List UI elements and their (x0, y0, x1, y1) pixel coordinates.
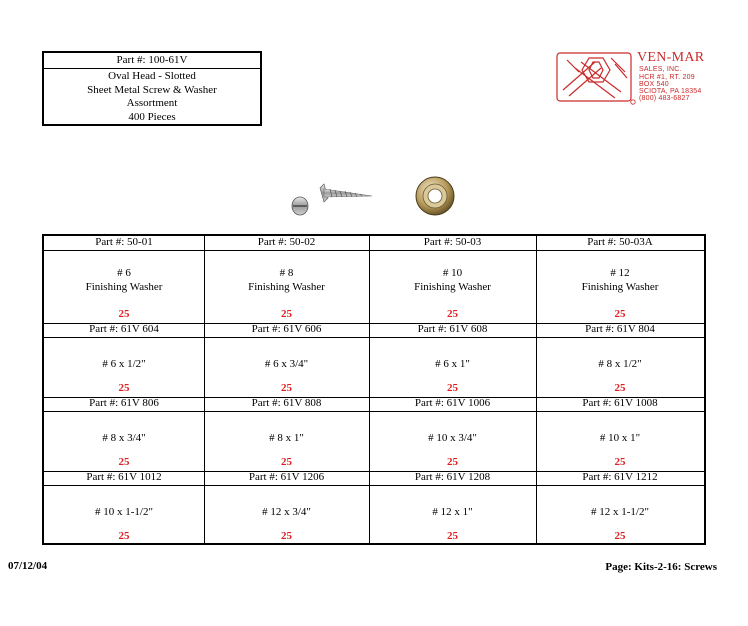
part-cell (204, 471, 369, 545)
part-cell (44, 471, 204, 545)
cell-quantity: 25 (118, 456, 130, 468)
cell-part-number: Part #: 61V 1006 (414, 397, 491, 409)
part-cell (204, 323, 369, 397)
cell-description-line: # 12 x 1-1/2" (591, 506, 649, 518)
cell-description-line: # 12 (610, 267, 630, 279)
logo-address-line: HCR #1, RT. 209 (639, 74, 695, 81)
cell-description-line: # 6 x 1/2" (102, 358, 146, 370)
cell-description-line: # 6 x 3/4" (264, 358, 309, 370)
cell-part-number: Part #: 61V 804 (585, 323, 655, 335)
nut-bolt-logo-icon (555, 50, 637, 106)
cell-description-line: # 10 x 1-1/2" (95, 506, 153, 518)
part-cell (369, 323, 536, 397)
cell-quantity: 25 (281, 382, 292, 394)
footer-page-label: Page: Kits-2-16: Screws (605, 561, 717, 573)
parts-grid (42, 234, 706, 545)
cell-description (204, 266, 369, 294)
cell-quantity: 25 (447, 382, 458, 394)
part-cell (44, 323, 204, 397)
cell-part-number: Part #: 61V 604 (89, 323, 159, 335)
part-cell (44, 397, 204, 471)
cell-description-line: Finishing Washer (85, 281, 163, 293)
cell-description-line: # 8 x 1" (269, 432, 304, 444)
cell-description-line: Finishing Washer (581, 281, 659, 293)
cell-quantity: 25 (447, 456, 458, 468)
part-cell (204, 236, 369, 323)
logo-address-line: BOX 540 (639, 81, 669, 88)
cell-quantity: 25 (281, 456, 292, 468)
cell-description-line: # 12 x 1" (432, 506, 473, 518)
cell-part-number: Part #: 50-01 (95, 236, 153, 248)
cell-description-line: # 8 (279, 267, 294, 279)
cell-quantity: 25 (118, 308, 130, 320)
cell-description (536, 357, 704, 371)
cell-part-number: Part #: 61V 1212 (582, 471, 658, 483)
cell-description-line: # 8 x 3/4" (102, 432, 146, 444)
finishing-washer-image-icon (413, 174, 457, 218)
part-cell (44, 236, 204, 323)
part-cell (369, 397, 536, 471)
cell-description (204, 431, 369, 445)
part-desc-line: Sheet Metal Screw & Washer (87, 83, 217, 96)
cell-description (44, 266, 204, 294)
cell-description (44, 505, 204, 519)
logo-address-line: SALES, INC. (639, 66, 682, 73)
cell-description-line: # 10 (442, 267, 463, 279)
cell-description (536, 266, 704, 294)
cell-part-number: Part #: 50-02 (257, 236, 316, 248)
cell-part-number: Part #: 50-03 (423, 236, 482, 248)
company-logo (555, 50, 715, 106)
cell-description-line: Finishing Washer (414, 281, 491, 293)
part-desc-line: 400 Pieces (128, 110, 176, 123)
cell-part-number: Part #: 61V 1008 (582, 397, 658, 409)
part-cell (369, 471, 536, 545)
screw-image-icon (290, 178, 380, 218)
cell-description-line: # 12 x 3/4" (262, 506, 311, 518)
part-number: Part #: 100-61V (44, 53, 260, 69)
cell-description (536, 431, 704, 445)
part-cell (536, 397, 704, 471)
part-cell (204, 397, 369, 471)
cell-part-number: Part #: 61V 606 (251, 323, 322, 335)
cell-quantity: 25 (447, 308, 458, 320)
cell-description-line: Finishing Washer (248, 281, 325, 293)
part-info-box (42, 51, 262, 126)
cell-description-line: # 6 (117, 267, 131, 279)
cell-description-line: # 10 x 3/4" (428, 432, 477, 444)
cell-quantity: 25 (447, 530, 458, 542)
cell-quantity: 25 (281, 530, 292, 542)
column-divider (369, 236, 370, 543)
cell-description (369, 266, 536, 294)
cell-description-line: # 8 x 1/2" (598, 358, 642, 370)
part-desc-line: Assortment (126, 97, 178, 109)
part-description (44, 69, 260, 124)
footer-date: 07/12/04 (8, 560, 48, 572)
cell-quantity: 25 (614, 530, 626, 542)
cell-part-number: Part #: 50-03A (587, 236, 653, 248)
cell-part-number: Part #: 61V 808 (251, 397, 322, 409)
cell-part-number: Part #: 61V 1208 (414, 471, 491, 483)
cell-description (44, 431, 204, 445)
part-cell (536, 471, 704, 545)
logo-address-line: SCIOTA, PA 18354 (639, 88, 702, 95)
part-cell (536, 236, 704, 323)
part-cell (536, 323, 704, 397)
cell-description (369, 357, 536, 371)
cell-description-line: # 10 x 1" (599, 432, 641, 444)
cell-description (369, 431, 536, 445)
cell-quantity: 25 (614, 308, 626, 320)
part-desc-line: Oval Head - Slotted (108, 70, 196, 82)
logo-address-line: (800) 483-6827 (639, 95, 690, 102)
column-divider (536, 236, 537, 543)
cell-quantity: 25 (614, 456, 626, 468)
cell-description (204, 505, 369, 519)
cell-description-line: # 6 x 1" (435, 358, 470, 370)
cell-part-number: Part #: 61V 608 (417, 323, 488, 335)
cell-quantity: 25 (614, 382, 626, 394)
cell-part-number: Part #: 61V 1206 (248, 471, 325, 483)
cell-quantity: 25 (118, 382, 130, 394)
cell-quantity: 25 (281, 308, 292, 320)
column-divider (204, 236, 205, 543)
cell-quantity: 25 (118, 530, 130, 542)
cell-description (44, 357, 204, 371)
cell-description (369, 505, 536, 519)
logo-company-name: VEN-MAR (637, 50, 705, 65)
part-cell (369, 236, 536, 323)
cell-description (536, 505, 704, 519)
cell-part-number: Part #: 61V 806 (89, 397, 159, 409)
cell-description (204, 357, 369, 371)
cell-part-number: Part #: 61V 1012 (86, 471, 162, 483)
